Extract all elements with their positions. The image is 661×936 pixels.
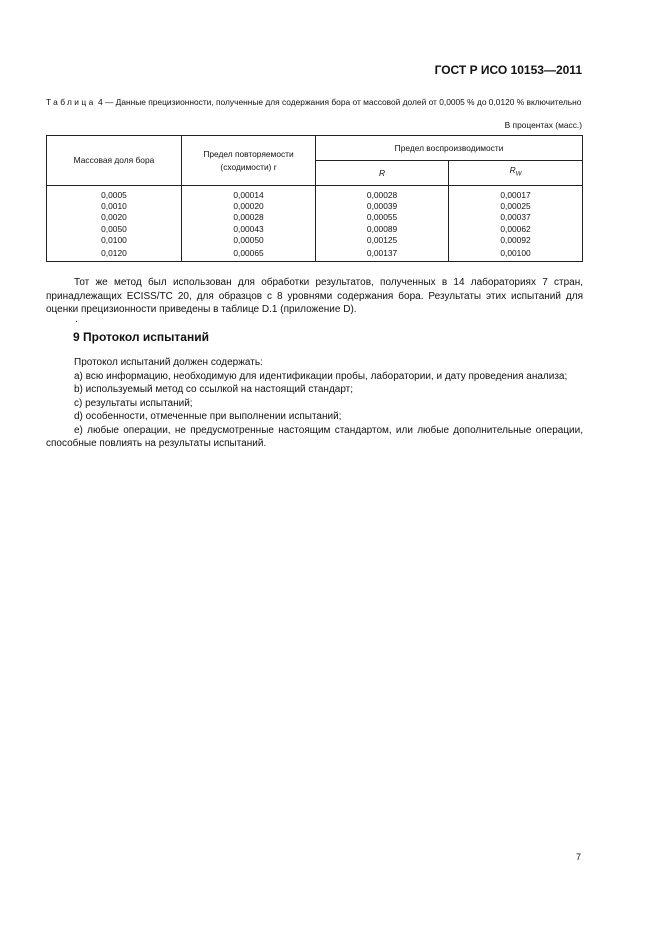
table-cell: 0,00017 bbox=[500, 190, 531, 200]
body-paragraph: Тот же метод был использован для обработки результатов, полученных в 14 лабораториях 7 стран, принадлежащих ECISS/TC 20, для образцов с 8 уровнями содержания бора. Результаты этих испытаний для оценки прецизионности приведены в таблице D.1 (приложение D). bbox=[46, 277, 583, 315]
col-reproducibility-r bbox=[316, 186, 449, 262]
table-cell: 0,00062 bbox=[500, 223, 531, 234]
table-cell: 0,0120 bbox=[101, 248, 127, 259]
table-caption-prefix: Таблица bbox=[46, 97, 96, 107]
table-cell: 0,00089 bbox=[366, 223, 398, 234]
list-intro: Протокол испытаний должен содержать: bbox=[74, 357, 263, 368]
table-units: В процентах (масс.) bbox=[504, 120, 582, 130]
table-cell: 0,00137 bbox=[366, 248, 398, 259]
header-r-symbol: R bbox=[379, 167, 386, 178]
table-cell: 0,00037 bbox=[500, 212, 531, 223]
table-cell: 0,0020 bbox=[101, 212, 127, 223]
table-cell: 0,0050 bbox=[101, 223, 127, 234]
table-cell: 0,00028 bbox=[366, 190, 398, 200]
table-cell: 0,00050 bbox=[233, 234, 264, 245]
header-mass-fraction: Массовая доля бора bbox=[47, 136, 182, 186]
list-item: b) используемый метод со ссылкой на настоящий стандарт; bbox=[74, 384, 354, 395]
precision-table bbox=[46, 135, 583, 262]
header-reproducibility: Предел воспроизводимости bbox=[316, 136, 583, 161]
list-item: c) результаты испытаний; bbox=[74, 397, 193, 409]
header-rw-subscript: W bbox=[515, 171, 522, 178]
table-cell: 0,00125 bbox=[366, 234, 398, 245]
table-cell: 0,0100 bbox=[101, 234, 127, 245]
stray-dot: . bbox=[75, 314, 78, 325]
table-cell: 0,00065 bbox=[233, 248, 264, 259]
table-cell: 0,00043 bbox=[233, 223, 264, 234]
page-number: 7 bbox=[575, 852, 581, 862]
table-cell: 0,00092 bbox=[500, 234, 531, 245]
col-mass-fraction bbox=[47, 186, 182, 262]
document-code: ГОСТ Р ИСО 10153—2011 bbox=[434, 63, 582, 77]
col-reproducibility-rw bbox=[449, 186, 583, 262]
list-item: e) любые операции, не предусмотренные настоящим стандартом, или любые дополнительные операции, способные повлиять на результаты испытаний. bbox=[46, 424, 583, 449]
header-r bbox=[316, 161, 449, 186]
section-heading: 9 Протокол испытаний bbox=[73, 330, 209, 344]
list-item: a) всю информацию, необходимую для идентификации пробы, лаборатории, и дату проведения анализа; bbox=[74, 370, 568, 382]
table-caption bbox=[46, 95, 583, 109]
table-cell: 0,00025 bbox=[500, 201, 531, 212]
table-caption-text: 4 — Данные прецизионности, полученные для содержания бора от массовой долей от 0,0005 % до 0,0120 % включительно bbox=[95, 97, 582, 107]
table-cell: 0,0010 bbox=[101, 201, 127, 212]
table-cell: 0,00020 bbox=[233, 201, 264, 212]
table-body-row bbox=[47, 186, 583, 262]
header-rw bbox=[449, 161, 583, 186]
col-repeatability bbox=[181, 186, 315, 262]
header-rw-symbol: R bbox=[509, 165, 516, 176]
table-cell: 0,00028 bbox=[233, 212, 264, 223]
test-report-list bbox=[46, 356, 583, 451]
list-item: d) особенности, отмеченные при выполнении испытаний; bbox=[74, 411, 342, 422]
header-repeatability: Предел повторяемости (сходимости) r bbox=[181, 136, 315, 186]
table-cell: 0,00100 bbox=[500, 248, 531, 259]
table-cell: 0,0005 bbox=[101, 190, 127, 200]
table-cell: 0,00039 bbox=[366, 201, 398, 212]
table-cell: 0,00014 bbox=[233, 190, 264, 200]
table-cell: 0,00055 bbox=[366, 212, 398, 223]
